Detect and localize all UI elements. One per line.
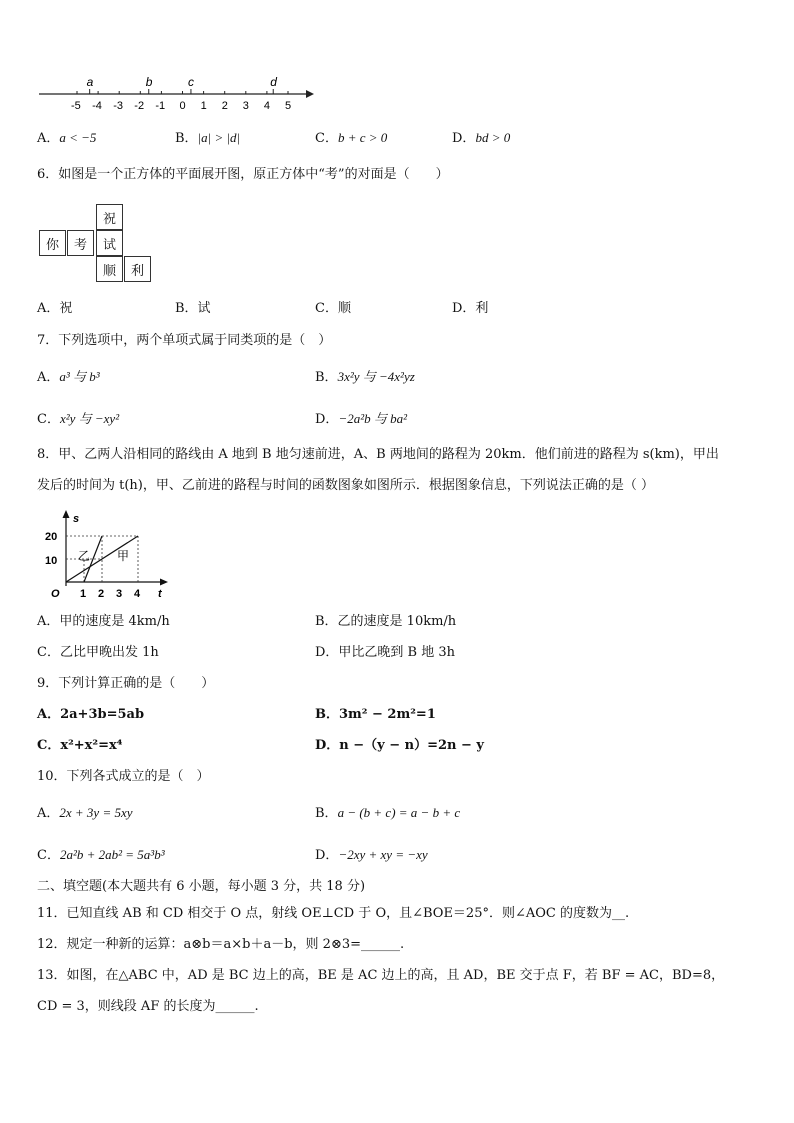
q6-option-b: B．试 xyxy=(175,301,211,316)
q6-stem: 6．如图是一个正方体的平面展开图，原正方体中“考”的对面是（ ） xyxy=(37,167,449,182)
graph-x-tick-2: 2 xyxy=(98,588,105,600)
graph-label-jia: 甲 xyxy=(117,549,130,563)
graph-y-arrow xyxy=(63,510,70,518)
q13-stem-line1: 13．如图，在△ABC 中，AD 是 BC 边上的高，BE 是 AC 边上的高，且 AD，BE 交于点 F，若 BF = AC，BD=8， xyxy=(37,968,725,983)
number-line-tick-label: 3 xyxy=(242,100,249,112)
q7-stem: 7．下列选项中，两个单项式属于同类项的是（ ） xyxy=(37,333,332,348)
q7-option-c: C．x²y 与 −xy² xyxy=(37,411,120,427)
q13-stem-line2: CD = 3，则线段 AF 的长度为______. xyxy=(37,999,259,1014)
q9-stem: 9．下列计算正确的是（ ） xyxy=(37,676,215,691)
q5-option-c: C．b + c > 0 xyxy=(315,130,388,146)
q10-stem: 10．下列各式成立的是（ ） xyxy=(37,769,210,784)
q8-stem-line1: 8．甲、乙两人沿相同的路线由 A 地到 B 地匀速前进，A、B 两地间的路程为 20km．他们前进的路程为 s(km)，甲出 xyxy=(37,447,719,462)
graph-y-tick-20: 20 xyxy=(45,531,58,543)
cube-face-kao: 考 xyxy=(67,230,94,256)
q5-option-d: D．bd > 0 xyxy=(452,130,511,146)
q10-option-a: A．2x + 3y = 5xy xyxy=(37,805,133,821)
q6-option-c: C．顺 xyxy=(315,301,351,316)
q12-stem: 12．规定一种新的运算：a⊗b＝a×b＋a－b，则 2⊗3=______. xyxy=(37,937,405,952)
q9-option-d: D．n −（y − n）=2n − y xyxy=(315,738,484,753)
q8-distance-time-graph xyxy=(40,508,175,603)
number-line-arrow xyxy=(306,90,314,98)
q7-option-a: A．a³ 与 b³ xyxy=(37,369,100,385)
q8-option-d: D．甲比乙晚到 B 地 3h xyxy=(315,645,456,660)
q7-option-d: D．−2a²b 与 ba² xyxy=(315,411,408,427)
q10-option-d: D．−2xy + xy = −xy xyxy=(315,847,428,863)
q8-option-c: C．乙比甲晚出发 1h xyxy=(37,645,159,660)
graph-label-yi: 乙 xyxy=(78,549,91,563)
cube-face-zhu: 祝 xyxy=(96,204,123,230)
q7-option-b: B．3x²y 与 −4x²yz xyxy=(315,369,415,385)
q10-option-b: B．a − (b + c) = a − b + c xyxy=(315,805,461,821)
graph-x-arrow xyxy=(160,579,168,586)
number-line-tick-label: -1 xyxy=(155,100,166,112)
q9-option-b: B．3m² − 2m²=1 xyxy=(315,707,436,722)
q11-stem: 11．已知直线 AB 和 CD 相交于 O 点，射线 OE⊥CD 于 O，且∠BOE＝25°．则∠AOC 的度数为__. xyxy=(37,906,630,921)
number-line-point-label: b xyxy=(145,75,153,89)
q6-option-d: D．利 xyxy=(452,301,489,316)
cube-face-ni: 你 xyxy=(39,230,66,256)
number-line-point-label: c xyxy=(187,75,194,89)
cube-face-shi: 试 xyxy=(96,230,123,256)
q8-stem-line2: 发后的时间为 t(h)，甲、乙前进的路程与时间的函数图象如图所示．根据图象信息，下列说法正确的是（ ） xyxy=(37,478,655,493)
number-line-tick-label: -4 xyxy=(92,100,102,112)
graph-x-tick-4: 4 xyxy=(134,588,141,600)
q8-option-b: B．乙的速度是 10km/h xyxy=(315,614,457,629)
number-line-point-label: d xyxy=(270,75,277,89)
number-line-tick-label: 5 xyxy=(285,100,292,112)
number-line-tick-label: 0 xyxy=(179,100,186,112)
cube-face-li: 利 xyxy=(124,256,151,282)
graph-x-tick-3: 3 xyxy=(116,588,123,600)
graph-origin-label: O xyxy=(51,588,60,600)
number-line-tick-label: -3 xyxy=(113,100,123,112)
q9-option-c: C．x²+x²=x⁴ xyxy=(37,738,123,753)
graph-x-tick-1: 1 xyxy=(80,588,87,600)
q5-option-a: A．a < −5 xyxy=(37,130,97,146)
q5-option-b: B．|a| > |d| xyxy=(175,130,241,146)
graph-y-axis-label: s xyxy=(73,513,80,525)
number-line-tick-label: -2 xyxy=(134,100,145,112)
number-line-tick-label: 4 xyxy=(263,100,271,112)
q8-option-a: A．甲的速度是 4km/h xyxy=(37,614,170,629)
graph-x-axis-label: t xyxy=(158,588,162,600)
graph-y-tick-10: 10 xyxy=(45,555,58,567)
number-line-figure xyxy=(36,74,326,114)
number-line-tick-label: 1 xyxy=(200,100,207,112)
q10-option-c: C．2a²b + 2ab² = 5a³b³ xyxy=(37,847,165,863)
number-line-tick-label: 2 xyxy=(221,100,228,112)
number-line-point-label: a xyxy=(86,75,94,89)
q6-option-a: A．祝 xyxy=(37,301,73,316)
number-line-tick-label: -5 xyxy=(71,100,81,112)
cube-face-shun: 顺 xyxy=(96,256,123,282)
q9-option-a: A．2a+3b=5ab xyxy=(37,707,145,722)
section-fill-in-blank-heading: 二、填空题(本大题共有 6 小题，每小题 3 分，共 18 分) xyxy=(37,879,366,894)
